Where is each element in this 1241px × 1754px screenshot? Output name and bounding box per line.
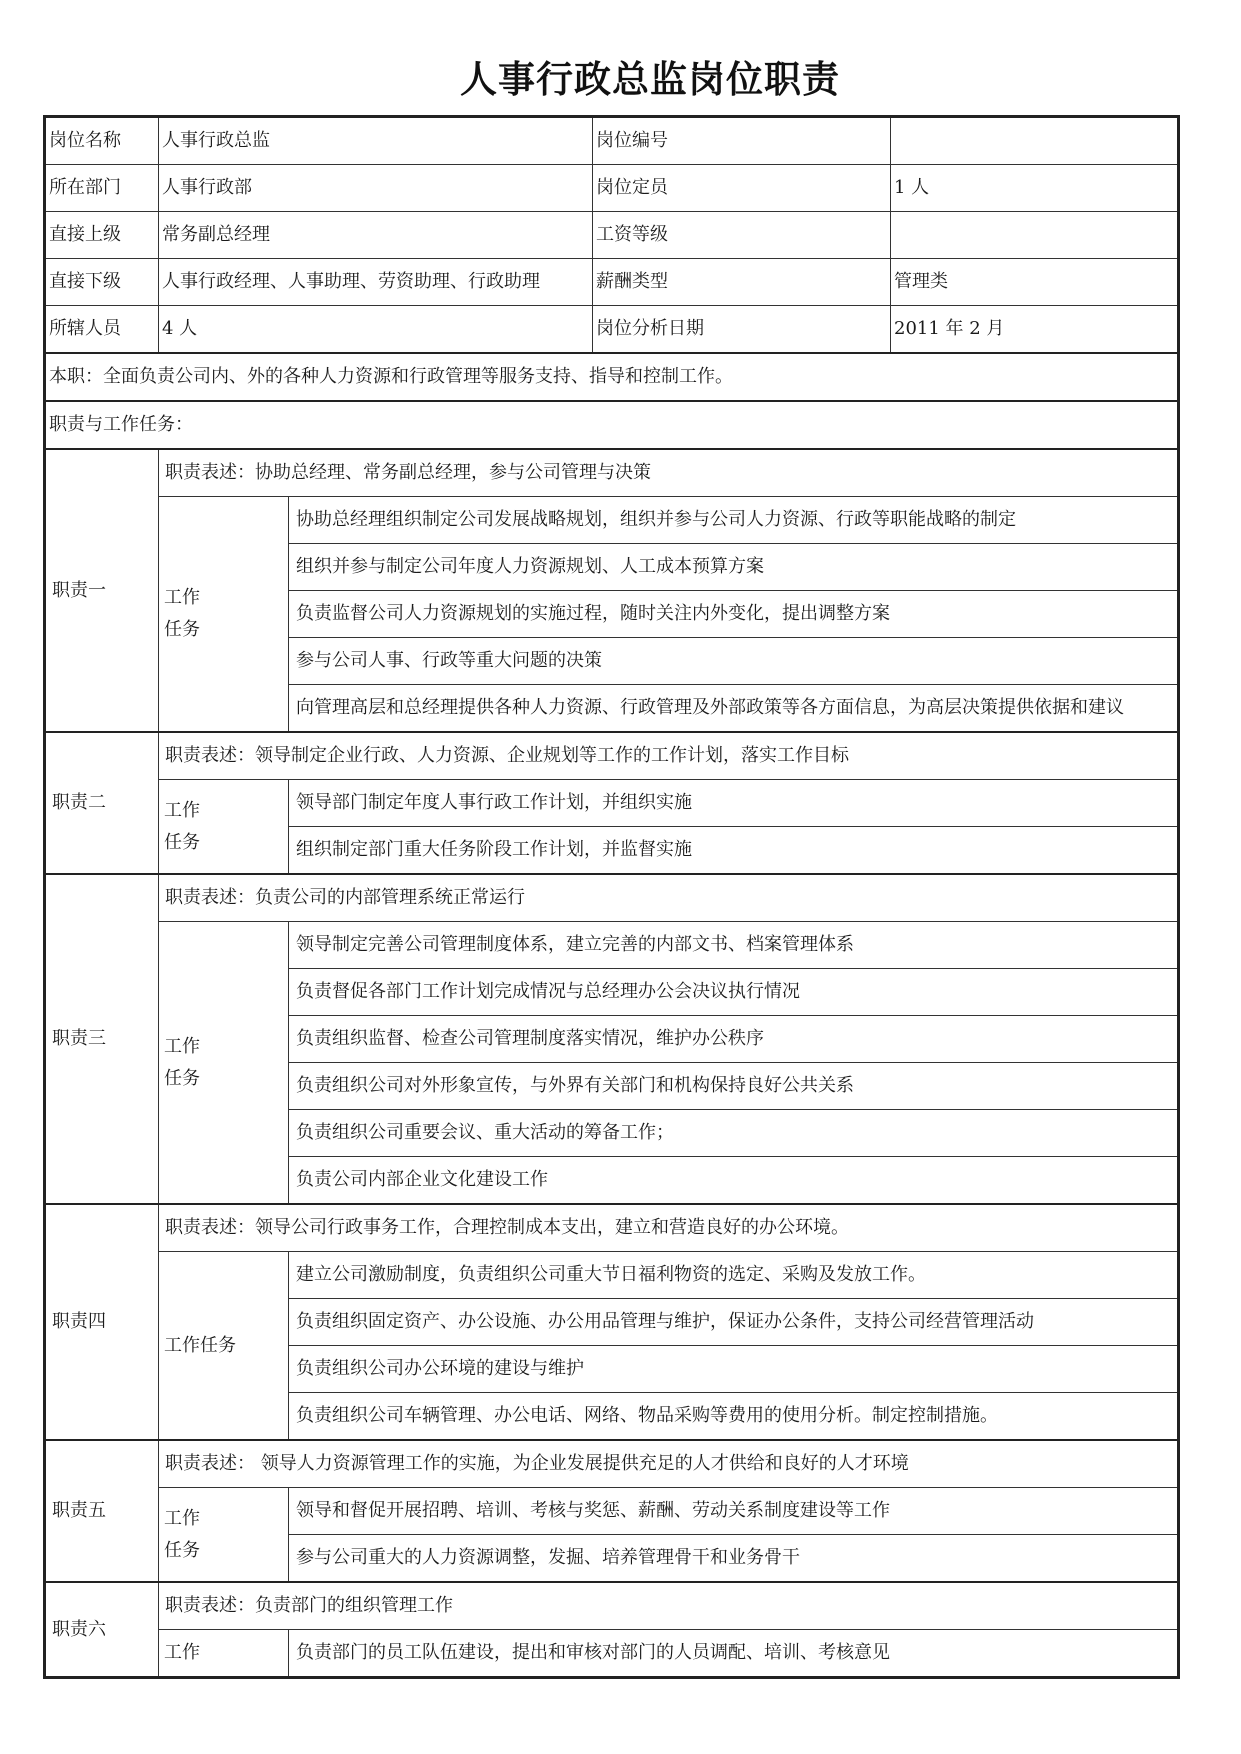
task-item: 负责组织公司重要会议、重大活动的筹备工作； — [289, 1110, 1179, 1157]
info-label: 直接下级 — [45, 259, 159, 306]
task-item: 负责组织公司办公环境的建设与维护 — [289, 1346, 1179, 1393]
task-label — [159, 780, 289, 875]
info-label: 所在部门 — [45, 165, 159, 212]
task-label-line: 任务 — [164, 831, 200, 853]
info-value — [891, 212, 1179, 259]
task-label-line: 工作 — [164, 1035, 200, 1057]
info-value: 人事行政部 — [159, 165, 593, 212]
job-description-table — [43, 115, 1180, 1679]
task-item: 负责组织公司车辆管理、办公电话、网络、物品采购等费用的使用分析。制定控制措施。 — [289, 1393, 1179, 1441]
duty-sections — [45, 449, 1179, 1678]
info-label: 薪酬类型 — [593, 259, 891, 306]
duty-description: 职责表述：负责公司的内部管理系统正常运行 — [159, 874, 1179, 922]
duty-description-row — [45, 1440, 1179, 1488]
basic-info-section — [45, 117, 1179, 450]
summary-row — [45, 353, 1179, 401]
task-item: 组织并参与制定公司年度人力资源规划、人工成本预算方案 — [289, 544, 1179, 591]
task-item: 领导制定完善公司管理制度体系，建立完善的内部文书、档案管理体系 — [289, 922, 1179, 969]
info-value: 管理类 — [891, 259, 1179, 306]
duty-description-row — [45, 449, 1179, 497]
document-title: 人事行政总监岗位职责 — [460, 58, 840, 101]
task-item: 建立公司激励制度，负责组织公司重大节日福利物资的选定、采购及发放工作。 — [289, 1252, 1179, 1299]
task-label — [159, 497, 289, 733]
info-row-position-name — [45, 117, 1179, 165]
task-item: 负责组织公司对外形象宣传，与外界有关部门和机构保持良好公共关系 — [289, 1063, 1179, 1110]
duty-label: 职责一 — [45, 449, 159, 732]
duties-heading: 职责与工作任务： — [45, 401, 1179, 449]
task-item: 向管理高层和总经理提供各种人力资源、行政管理及外部政策等各方面信息，为高层决策提供依据和建议 — [289, 685, 1179, 733]
task-row — [45, 780, 1179, 827]
task-item: 负责督促各部门工作计划完成情况与总经理办公会决议执行情况 — [289, 969, 1179, 1016]
task-row — [45, 1488, 1179, 1535]
task-item: 负责监督公司人力资源规划的实施过程，随时关注内外变化，提出调整方案 — [289, 591, 1179, 638]
info-label: 直接上级 — [45, 212, 159, 259]
task-item: 负责公司内部企业文化建设工作 — [289, 1157, 1179, 1205]
task-label — [159, 1488, 289, 1583]
task-item: 负责部门的员工队伍建设，提出和审核对部门的人员调配、培训、考核意见 — [289, 1630, 1179, 1678]
task-item: 领导和督促开展招聘、培训、考核与奖惩、薪酬、劳动关系制度建设等工作 — [289, 1488, 1179, 1535]
info-label: 岗位定员 — [593, 165, 891, 212]
task-row — [45, 1252, 1179, 1299]
info-value: 人事行政总监 — [159, 117, 593, 165]
info-label: 工资等级 — [593, 212, 891, 259]
duty-description: 职责表述：协助总经理、常务副总经理，参与公司管理与决策 — [159, 449, 1179, 497]
info-label: 岗位名称 — [45, 117, 159, 165]
task-row — [45, 497, 1179, 544]
task-label-line: 工作 — [164, 587, 200, 608]
task-label-line: 工作 — [164, 1507, 200, 1529]
task-item: 负责组织固定资产、办公设施、办公用品管理与维护，保证办公条件，支持公司经营管理活动 — [289, 1299, 1179, 1346]
task-label — [159, 1252, 289, 1441]
task-label-line: 任务 — [164, 619, 200, 640]
task-item: 参与公司重大的人力资源调整，发掘、培养管理骨干和业务骨干 — [289, 1535, 1179, 1583]
duty-description-row — [45, 1204, 1179, 1252]
duty-label: 职责六 — [45, 1582, 159, 1678]
info-row-superior — [45, 212, 1179, 259]
info-value: 4 人 — [159, 306, 593, 354]
info-row-subordinates — [45, 259, 1179, 306]
duty-label: 职责四 — [45, 1204, 159, 1440]
task-row — [45, 1630, 1179, 1678]
info-value: 1 人 — [891, 165, 1179, 212]
job-summary: 本职：全面负责公司内、外的各种人力资源和行政管理等服务支持、指导和控制工作。 — [45, 353, 1179, 401]
task-label-line: 工作 — [164, 799, 200, 821]
duty-label: 职责三 — [45, 874, 159, 1204]
task-label-line: 工作 — [164, 1642, 200, 1663]
info-value: 常务副总经理 — [159, 212, 593, 259]
info-label: 所辖人员 — [45, 306, 159, 354]
info-value: 人事行政经理、人事助理、劳资助理、行政助理 — [159, 259, 593, 306]
duties-heading-row — [45, 401, 1179, 449]
duty-description-row — [45, 874, 1179, 922]
duty-label: 职责二 — [45, 732, 159, 874]
duty-description-row — [45, 1582, 1179, 1630]
task-row — [45, 922, 1179, 969]
info-label: 岗位编号 — [593, 117, 891, 165]
duty-description: 职责表述： 领导人力资源管理工作的实施，为企业发展提供充足的人才供给和良好的人才环境 — [159, 1440, 1179, 1488]
duty-description: 职责表述：负责部门的组织管理工作 — [159, 1582, 1179, 1630]
task-item: 领导部门制定年度人事行政工作计划，并组织实施 — [289, 780, 1179, 827]
task-label — [159, 1630, 289, 1678]
info-value: 2011 年 2 月 — [891, 306, 1179, 354]
task-label-line: 任务 — [164, 1067, 200, 1089]
task-label — [159, 922, 289, 1205]
duty-description: 职责表述：领导制定企业行政、人力资源、企业规划等工作的工作计划，落实工作目标 — [159, 732, 1179, 780]
info-value — [891, 117, 1179, 165]
info-row-staff — [45, 306, 1179, 354]
duty-label: 职责五 — [45, 1440, 159, 1582]
task-item: 参与公司人事、行政等重大问题的决策 — [289, 638, 1179, 685]
task-label-line: 任务 — [164, 1539, 200, 1561]
duty-description-row — [45, 732, 1179, 780]
info-label: 岗位分析日期 — [593, 306, 891, 354]
duty-description: 职责表述：领导公司行政事务工作，合理控制成本支出，建立和营造良好的办公环境。 — [159, 1204, 1179, 1252]
task-item: 负责组织监督、检查公司管理制度落实情况，维护办公秩序 — [289, 1016, 1179, 1063]
task-label-line: 工作任务 — [164, 1334, 236, 1356]
task-item: 协助总经理组织制定公司发展战略规划，组织并参与公司人力资源、行政等职能战略的制定 — [289, 497, 1179, 544]
info-row-department — [45, 165, 1179, 212]
task-item: 组织制定部门重大任务阶段工作计划，并监督实施 — [289, 827, 1179, 875]
